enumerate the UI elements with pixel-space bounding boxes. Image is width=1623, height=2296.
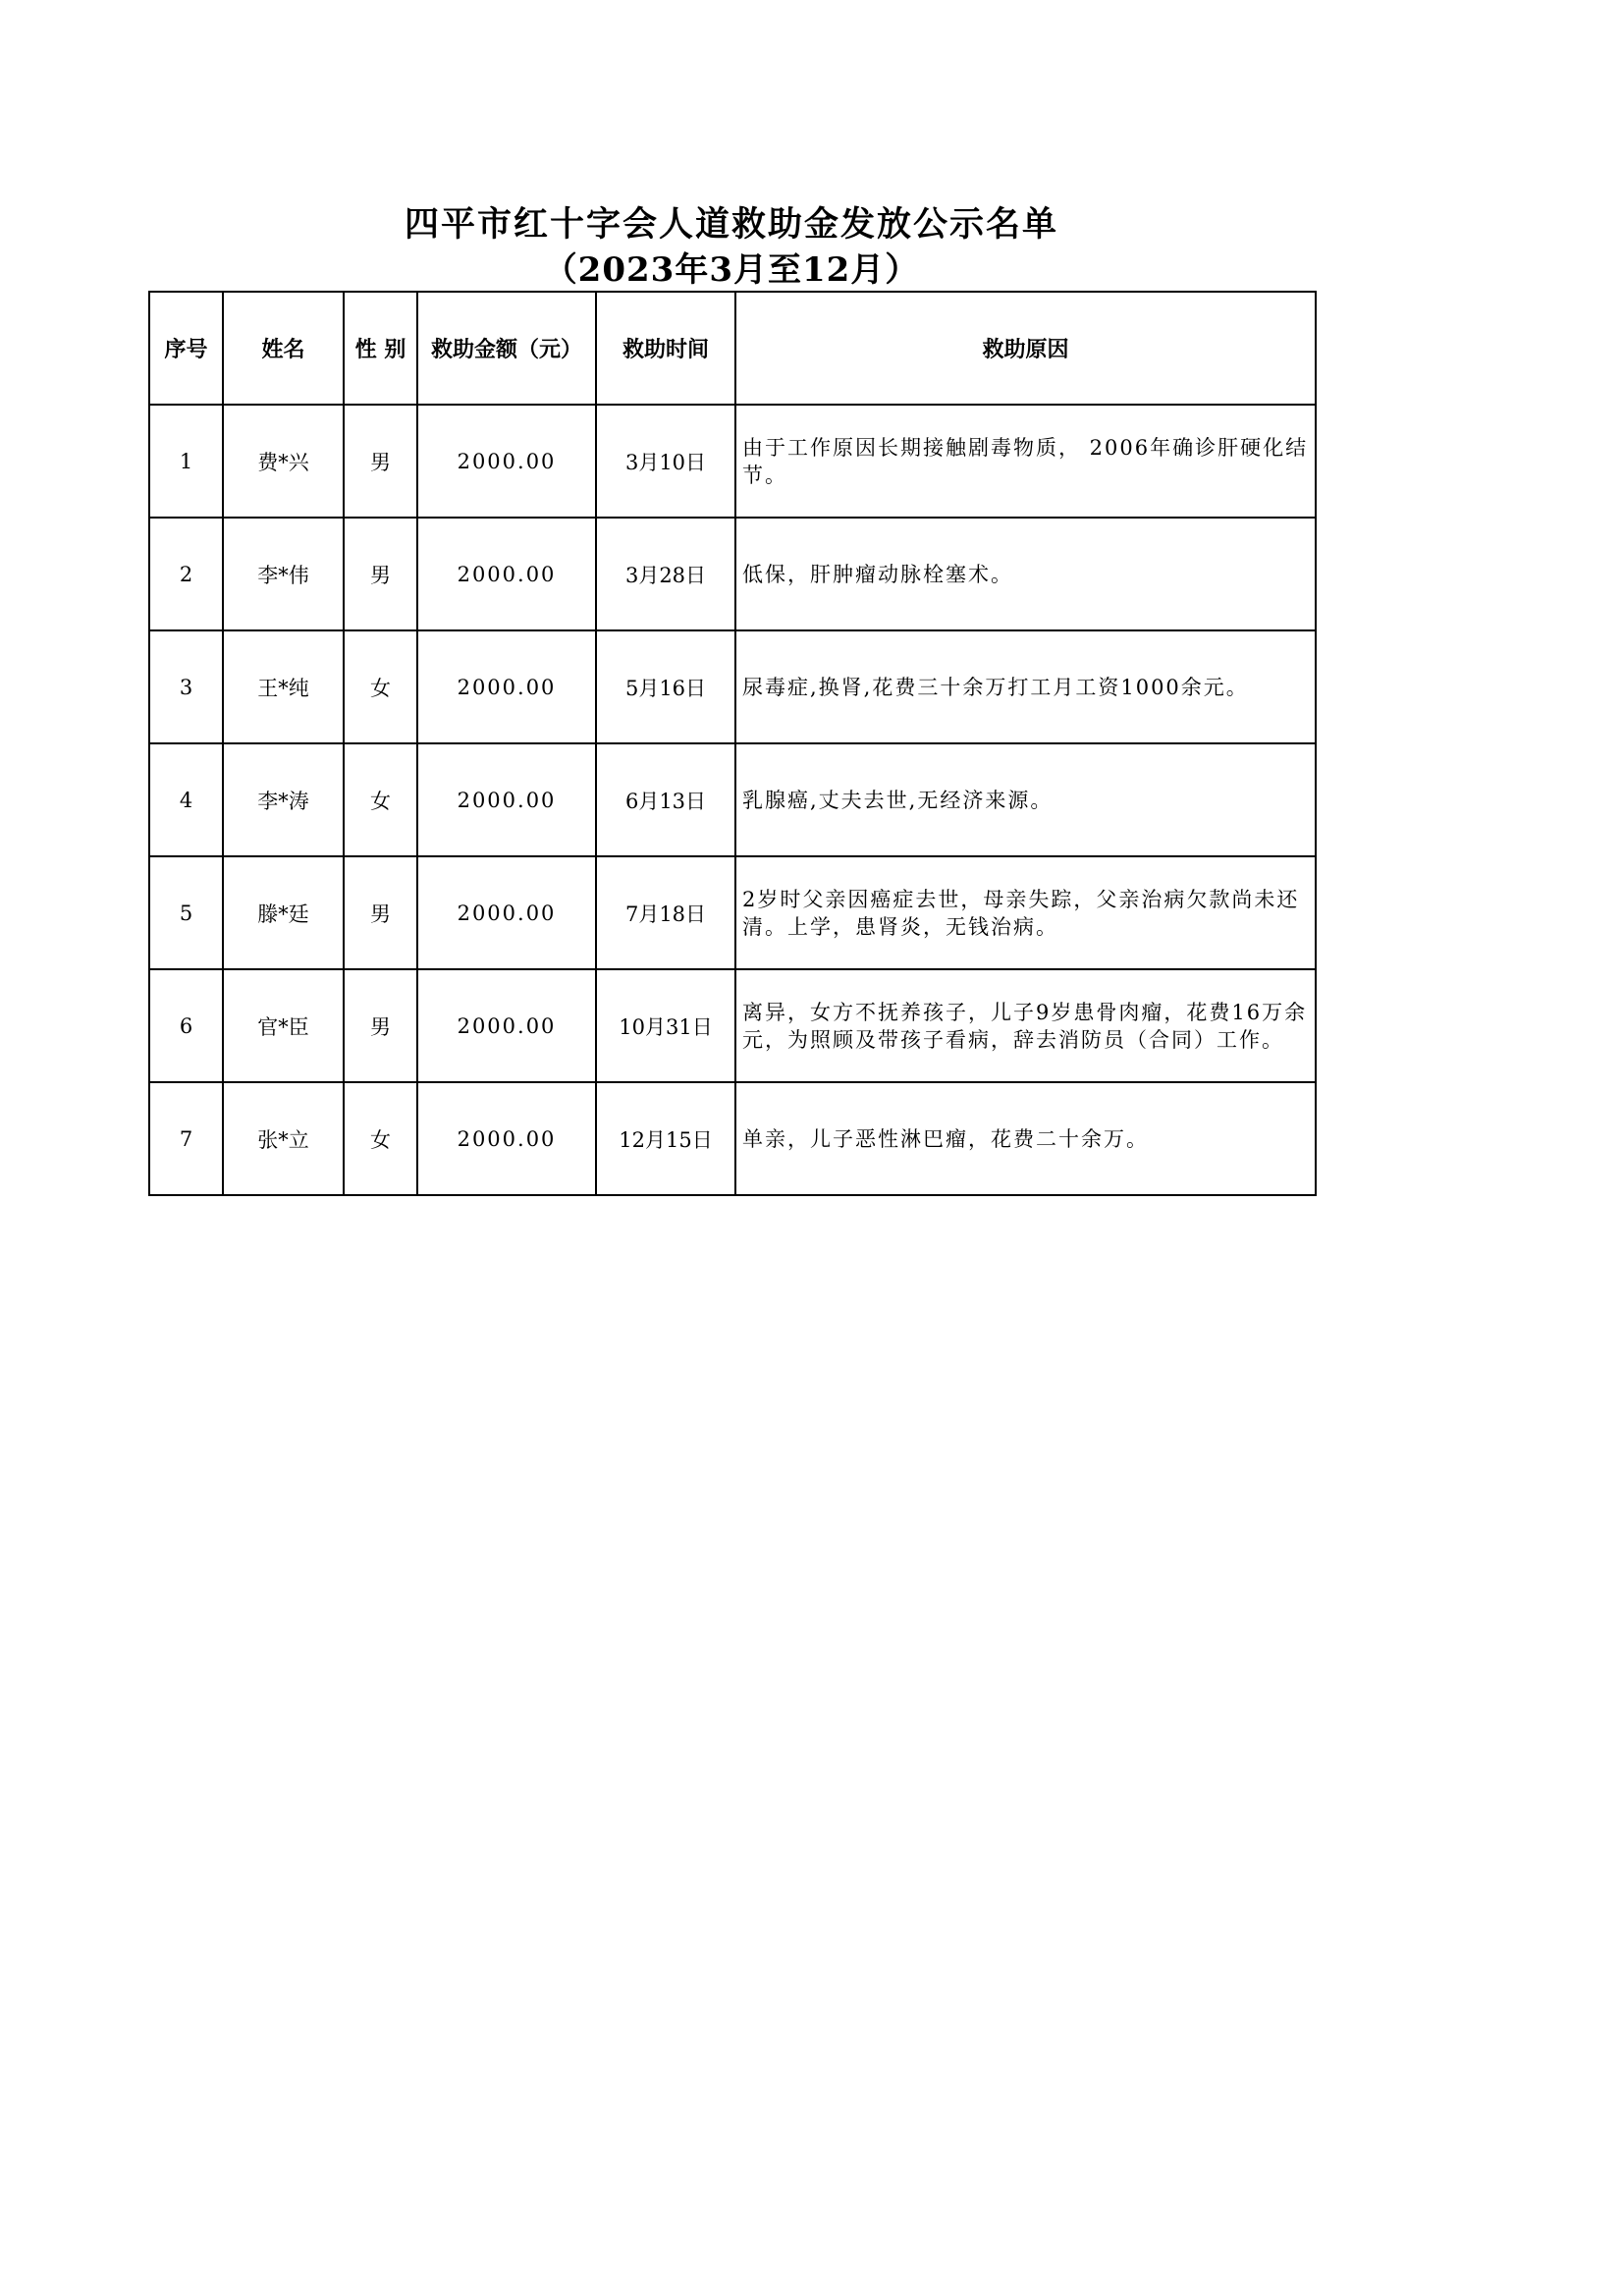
table-row (149, 405, 1316, 518)
cell-name: 官*臣 (223, 969, 344, 1082)
cell-gender: 男 (344, 969, 417, 1082)
cell-date: 5月16日 (596, 630, 735, 743)
cell-name: 滕*廷 (223, 856, 344, 969)
cell-name: 王*纯 (223, 630, 344, 743)
cell-gender: 女 (344, 743, 417, 856)
cell-no: 7 (149, 1082, 223, 1195)
cell-gender: 女 (344, 1082, 417, 1195)
header-amount: 救助金额（元） (417, 292, 596, 405)
cell-name: 张*立 (223, 1082, 344, 1195)
cell-date: 6月13日 (596, 743, 735, 856)
table-row (149, 856, 1316, 969)
cell-reason: 单亲，儿子恶性淋巴瘤，花费二十余万。 (735, 1082, 1316, 1195)
cell-reason: 低保，肝肿瘤动脉栓塞术。 (735, 518, 1316, 630)
table-row (149, 1082, 1316, 1195)
cell-amount: 2000.00 (417, 969, 596, 1082)
table-row (149, 518, 1316, 630)
cell-date: 3月28日 (596, 518, 735, 630)
header-no: 序号 (149, 292, 223, 405)
cell-no: 1 (149, 405, 223, 518)
table-row (149, 630, 1316, 743)
cell-name: 费*兴 (223, 405, 344, 518)
cell-amount: 2000.00 (417, 743, 596, 856)
cell-no: 2 (149, 518, 223, 630)
cell-date: 7月18日 (596, 856, 735, 969)
cell-reason: 尿毒症,换肾,花费三十余万打工月工资1000余元。 (735, 630, 1316, 743)
cell-amount: 2000.00 (417, 630, 596, 743)
relief-table (148, 291, 1317, 1196)
cell-date: 3月10日 (596, 405, 735, 518)
cell-date: 10月31日 (596, 969, 735, 1082)
header-date: 救助时间 (596, 292, 735, 405)
cell-no: 4 (149, 743, 223, 856)
cell-name: 李*涛 (223, 743, 344, 856)
table-header-row (149, 292, 1316, 405)
header-name: 姓名 (223, 292, 344, 405)
cell-amount: 2000.00 (417, 1082, 596, 1195)
cell-amount: 2000.00 (417, 405, 596, 518)
title-period: （2023年3月至12月） (543, 250, 920, 290)
title-main: 四平市红十字会人道救助金发放公示名单 (404, 204, 1058, 245)
cell-reason: 2岁时父亲因癌症去世，母亲失踪，父亲治病欠款尚未还清。上学，患肾炎，无钱治病。 (735, 856, 1316, 969)
header-reason: 救助原因 (735, 292, 1316, 405)
header-gender: 性 别 (344, 292, 417, 405)
cell-gender: 女 (344, 630, 417, 743)
cell-no: 3 (149, 630, 223, 743)
cell-reason: 由于工作原因长期接触剧毒物质， 2006年确诊肝硬化结节。 (735, 405, 1316, 518)
cell-gender: 男 (344, 518, 417, 630)
cell-gender: 男 (344, 856, 417, 969)
cell-amount: 2000.00 (417, 518, 596, 630)
table-row (149, 969, 1316, 1082)
cell-no: 6 (149, 969, 223, 1082)
cell-amount: 2000.00 (417, 856, 596, 969)
cell-reason: 乳腺癌,丈夫去世,无经济来源。 (735, 743, 1316, 856)
cell-gender: 男 (344, 405, 417, 518)
cell-name: 李*伟 (223, 518, 344, 630)
page-title (148, 201, 1315, 292)
cell-date: 12月15日 (596, 1082, 735, 1195)
table-row (149, 743, 1316, 856)
cell-no: 5 (149, 856, 223, 969)
cell-reason: 离异，女方不抚养孩子，儿子9岁患骨肉瘤，花费16万余元，为照顾及带孩子看病，辞去消防员（合同）工作。 (735, 969, 1316, 1082)
